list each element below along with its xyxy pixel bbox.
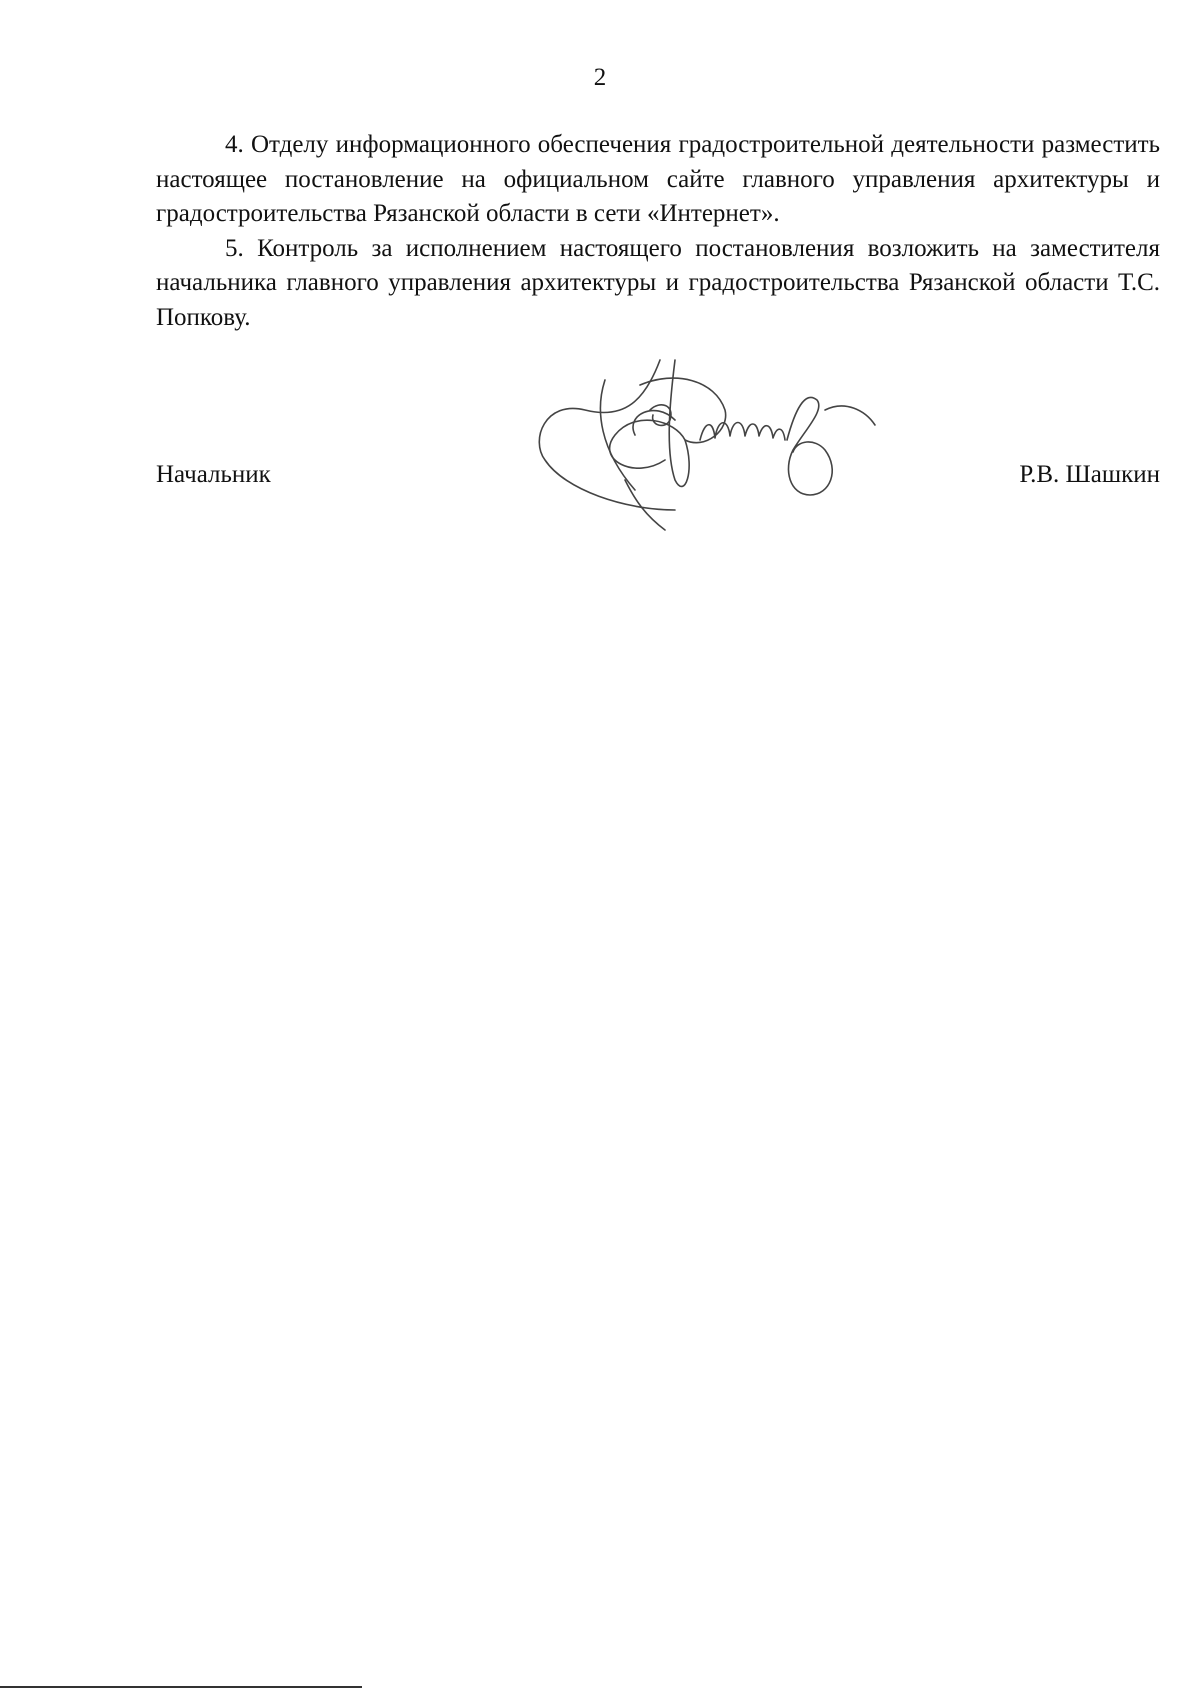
page-number: 2 [593, 64, 607, 91]
paragraph-item-4: 4. Отделу информационного обеспечения градостроительной деятельности разместить настоящее постановление на официальном сайте главного управления архитектуры и градостроительства Рязанской области в сети «Интернет». [156, 131, 1160, 227]
handwritten-signature [525, 340, 895, 540]
signer-name: Р.В. Шашкин [1019, 461, 1160, 488]
footer-divider [0, 1686, 362, 1688]
signer-position: Начальник [156, 461, 271, 488]
paragraph-item-5: 5. Контроль за исполнением настоящего постановления возложить на заместителя начальника главного управления архитектуры и градостроительства Рязанской области Т.С. Попкову. [156, 234, 1160, 331]
signature-block [156, 458, 1160, 498]
document-body [156, 128, 1160, 335]
